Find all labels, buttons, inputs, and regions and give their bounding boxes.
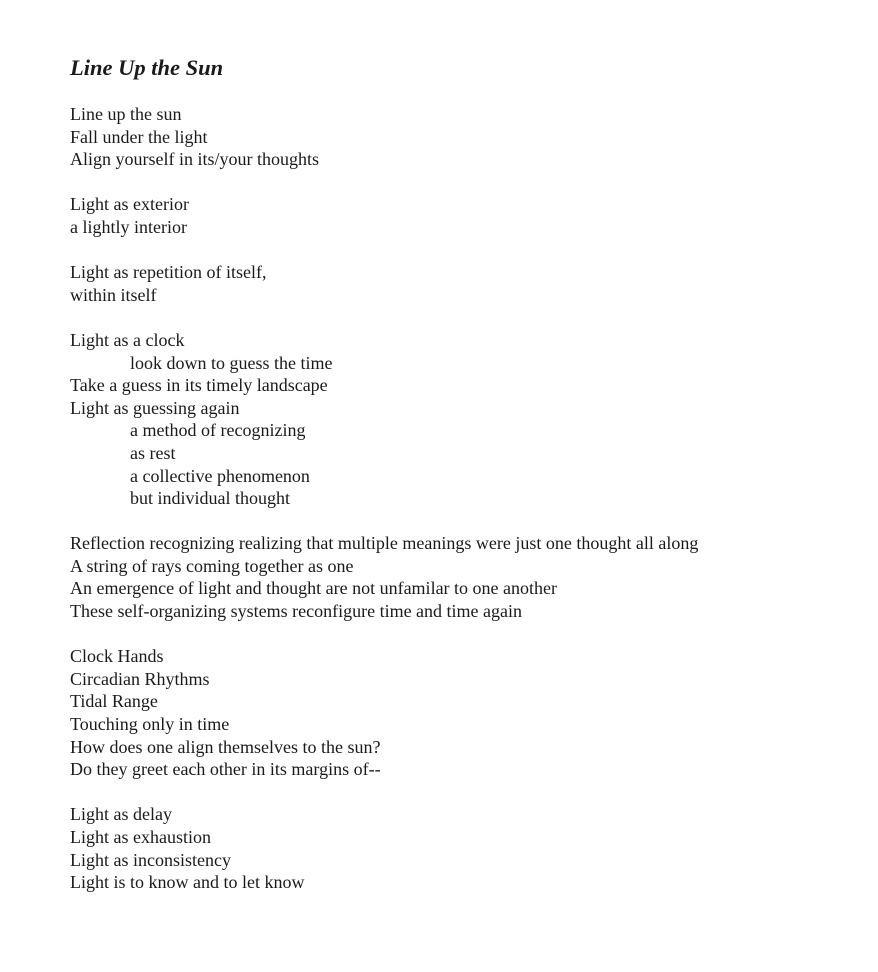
poem-line: Clock Hands (70, 646, 164, 667)
poem-line: but individual thought (130, 488, 290, 509)
poem-line: Do they greet each other in its margins of-- (70, 759, 381, 780)
stanza-break (70, 623, 860, 646)
poem-line: Light is to know and to let know (70, 872, 305, 893)
poem-title: Line Up the Sun (70, 55, 224, 80)
poem-line: Light as exterior (70, 194, 189, 215)
poem-line: Light as inconsistency (70, 849, 231, 870)
poem-line: Take a guess in its timely landscape (70, 375, 328, 396)
stanza-break (70, 781, 860, 804)
poem-line: as rest (130, 442, 176, 463)
poem-line: Tidal Range (70, 691, 158, 712)
stanza (70, 532, 860, 622)
poem-line: Reflection recognizing realizing that multiple meanings were just one thought all along (70, 533, 699, 554)
poem-line: How does one align themselves to the sun? (70, 736, 381, 757)
poem-line: Light as exhaustion (70, 827, 211, 847)
poem-line: a lightly interior (70, 216, 187, 237)
poem-line: Light as delay (70, 804, 172, 825)
stanza (70, 193, 860, 238)
poem-line: These self-organizing systems reconfigure time and time again (70, 601, 523, 622)
poem-line: Fall under the light (70, 126, 208, 147)
poem-line: Touching only in time (70, 714, 230, 735)
poem-line: Light as a clock (70, 329, 185, 350)
poem-line: a method of recognizing (130, 420, 306, 441)
poem-line: within itself (70, 284, 157, 305)
poem-line: Light as repetition of itself, (70, 262, 267, 283)
stanza (70, 103, 860, 171)
stanza (70, 803, 860, 893)
stanza-break (70, 306, 860, 329)
poem-line: Line up the sun (70, 104, 182, 124)
stanza (70, 329, 860, 510)
stanza (70, 261, 860, 306)
poem-line: look down to guess the time (130, 352, 333, 373)
poem-line: a collective phenomenon (130, 465, 310, 486)
poem-body (70, 103, 860, 894)
stanza-break (70, 239, 860, 262)
poem-line: A string of rays coming together as one (70, 555, 354, 576)
poem-line: Light as guessing again (70, 397, 240, 418)
poem-line: Circadian Rhythms (70, 668, 210, 689)
stanza (70, 645, 860, 781)
stanza-break (70, 171, 860, 194)
poem-line: An emergence of light and thought are not unfamilar to one another (70, 578, 558, 599)
stanza-break (70, 510, 860, 533)
poem-line: Align yourself in its/your thoughts (70, 149, 319, 170)
